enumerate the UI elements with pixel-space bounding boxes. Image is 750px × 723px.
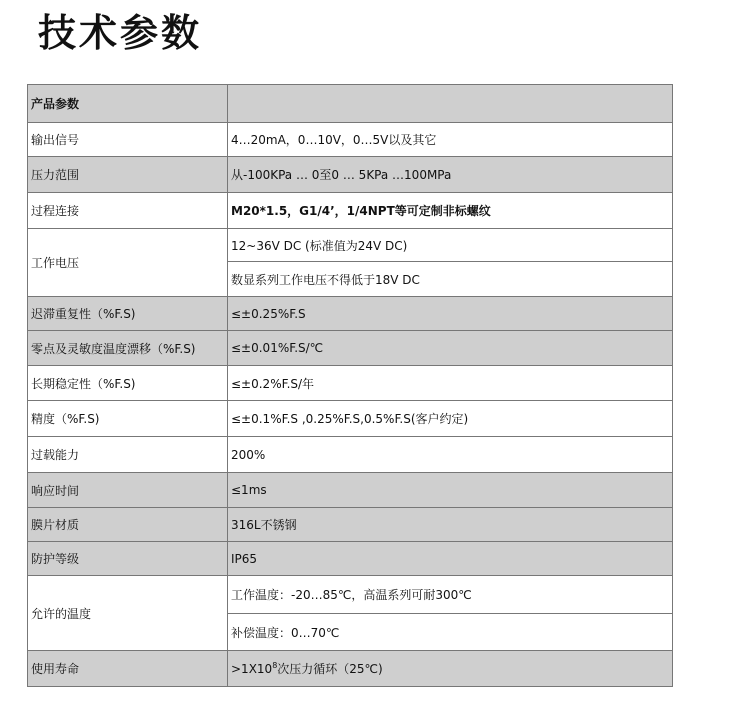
life-prefix: >1X10 [231,662,273,676]
row-label: 允许的温度 [28,576,228,651]
row-value [228,651,673,687]
row-label: 输出信号 [28,123,228,157]
table-header-label: 产品参数 [28,85,228,123]
life-suffix: 次压力循环（25℃) [277,662,383,676]
row-label: 压力范围 [28,157,228,193]
row-value: IP65 [228,542,673,576]
life-exponent: 8 [272,661,278,670]
table-header-row [28,85,673,123]
table-row [28,366,673,401]
table-row [28,193,673,229]
table-row [28,508,673,542]
table-row [28,437,673,473]
row-label: 迟滞重复性（%F.S) [28,297,228,331]
row-label: 零点及灵敏度温度漂移（%F.S) [28,331,228,366]
row-value: 4…20mA，0…10V，0…5V以及其它 [228,123,673,157]
table-row [28,473,673,508]
row-value: ≤±0.01%F.S/℃ [228,331,673,366]
row-label: 膜片材质 [28,508,228,542]
table-row [28,297,673,331]
row-label: 防护等级 [28,542,228,576]
table-row [28,157,673,193]
row-value: 数显系列工作电压不得低于18V DC [228,262,673,297]
row-label: 响应时间 [28,473,228,508]
row-value: M20*1.5，G1/4’，1/4NPT等可定制非标螺纹 [228,193,673,229]
row-value: 316L不锈钢 [228,508,673,542]
row-value: ≤±0.25%F.S [228,297,673,331]
row-value: 200% [228,437,673,473]
row-label: 过载能力 [28,437,228,473]
table-row [28,401,673,437]
row-label: 长期稳定性（%F.S) [28,366,228,401]
row-value: 补偿温度：0…70℃ [228,614,673,651]
table-row [28,576,673,614]
table-row [28,123,673,157]
row-value: 12~36V DC (标准值为24V DC) [228,229,673,262]
table-row [28,229,673,262]
row-value: 工作温度：-20…85℃，高温系列可耐300℃ [228,576,673,614]
table-row [28,331,673,366]
table-row [28,542,673,576]
row-value: 从-100KPa … 0至0 … 5KPa …100MPa [228,157,673,193]
table-header-empty [228,85,673,123]
row-label: 工作电压 [28,229,228,297]
page-title: 技术参数 [38,11,203,55]
row-label: 精度（%F.S) [28,401,228,437]
row-value: ≤±0.2%F.S/年 [228,366,673,401]
row-value: ≤±0.1%F.S ,0.25%F.S,0.5%F.S(客户约定) [228,401,673,437]
spec-table [27,84,673,687]
row-value: ≤1ms [228,473,673,508]
table-row [28,651,673,687]
row-label: 过程连接 [28,193,228,229]
row-label: 使用寿命 [28,651,228,687]
